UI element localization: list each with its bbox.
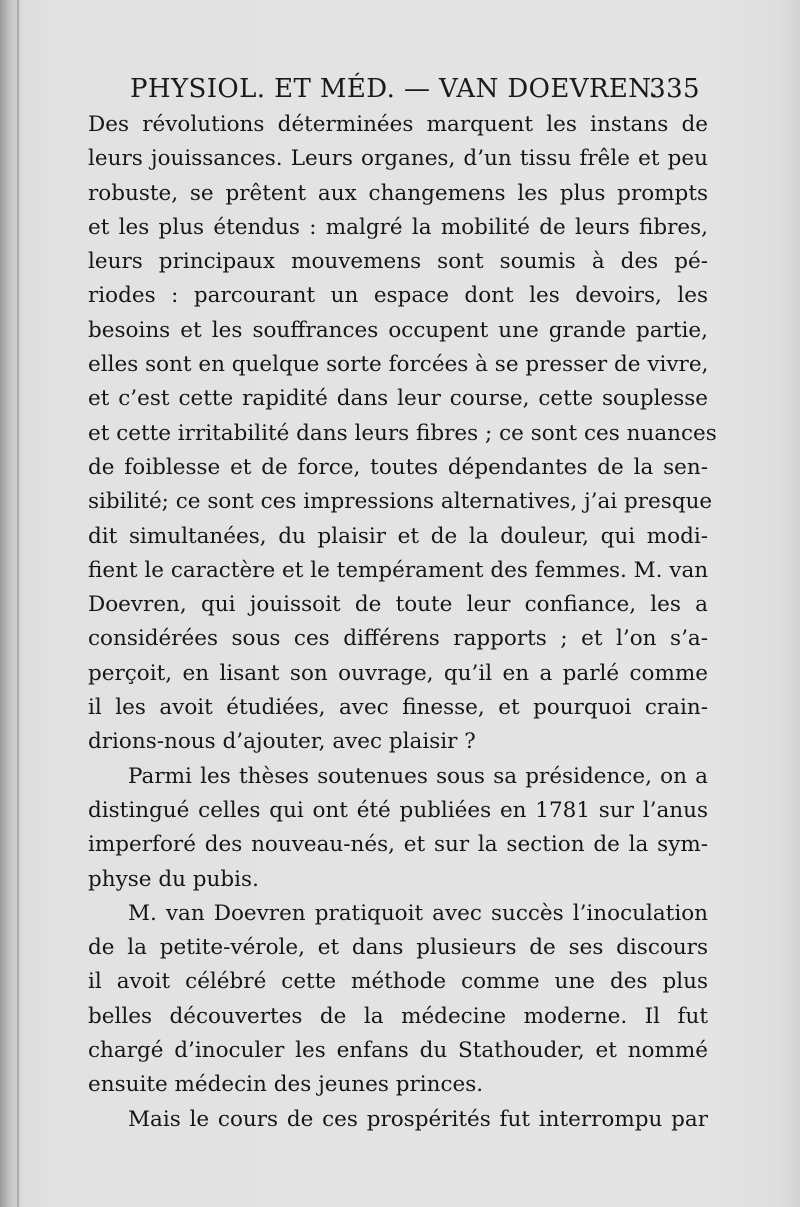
text-line: de foiblesse et de force, toutes dépendantes de la sen- (88, 454, 708, 480)
text-line: belles découvertes de la médecine moderne. Il fut (88, 1003, 708, 1029)
text-line: physe du pubis. (88, 866, 259, 892)
text-line: robuste, se prêtent aux changemens les plus prompts (88, 180, 708, 206)
text-line: il les avoit étudiées, avec finesse, et pourquoi crain- (88, 695, 708, 721)
text-line: dit simultanées, du plaisir et de la douleur, qui modi- (88, 523, 708, 549)
text-line: chargé d’inoculer les enfans du Stathouder, et nommé (88, 1038, 708, 1064)
page-gutter (17, 0, 19, 1207)
text-line: leurs jouissances. Leurs organes, d’un tissu frêle et peu (88, 146, 708, 172)
text-line: Doevren, qui jouissoit de toute leur confiance, les a (88, 592, 708, 618)
text-line: et c’est cette rapidité dans leur course, cette souplesse (88, 386, 708, 412)
text-line: et les plus étendus : malgré la mobilité de leurs fibres, (88, 214, 708, 240)
text-line: M. van Doevren pratiquoit avec succès l’inoculation (128, 900, 708, 926)
text-line: imperforé des nouveau-nés, et sur la section de la sym- (88, 832, 708, 858)
text-line: perçoit, en lisant son ouvrage, qu’il en a parlé comme (88, 660, 708, 686)
text-line: riodes : parcourant un espace dont les devoirs, les (88, 283, 708, 309)
text-line: Parmi les thèses soutenues sous sa présidence, on a (128, 763, 708, 789)
text-line: distingué celles qui ont été publiées en 1781 sur l’anus (88, 797, 708, 823)
text-line: Mais le cours de ces prospérités fut interrompu par (128, 1106, 708, 1132)
text-line: elles sont en quelque sorte forcées à se presser de vivre, (88, 352, 709, 378)
text-line: fient le caractère et le tempérament des femmes. M. van (88, 557, 709, 583)
text-line: de la petite-vérole, et dans plusieurs de ses discours (88, 935, 708, 961)
text-line: et cette irritabilité dans leurs fibres ; ce sont ces nuances (88, 420, 717, 446)
text-line: considérées sous ces différens rapports ; et l’on s’a- (88, 626, 708, 652)
text-line: Des révolutions déterminées marquent les instans de (88, 112, 708, 137)
body-text (88, 108, 717, 1137)
text-line: sibilité; ce sont ces impressions alternatives, j’ai presque (88, 489, 713, 515)
text-line: ensuite médecin des jeunes princes. (88, 1072, 484, 1098)
text-line: leurs principaux mouvemens sont soumis à des pé- (88, 249, 708, 275)
text-line: besoins et les souffrances occupent une grande partie, (88, 317, 708, 343)
page-number: 335 (649, 74, 700, 104)
text-line: drions-nous d’ajouter, avec plaisir ? (88, 729, 476, 755)
running-head: PHYSIOL. ET MÉD. — VAN DOEVREN. (130, 74, 659, 104)
text-line: il avoit célébré cette méthode comme une des plus (88, 969, 708, 995)
